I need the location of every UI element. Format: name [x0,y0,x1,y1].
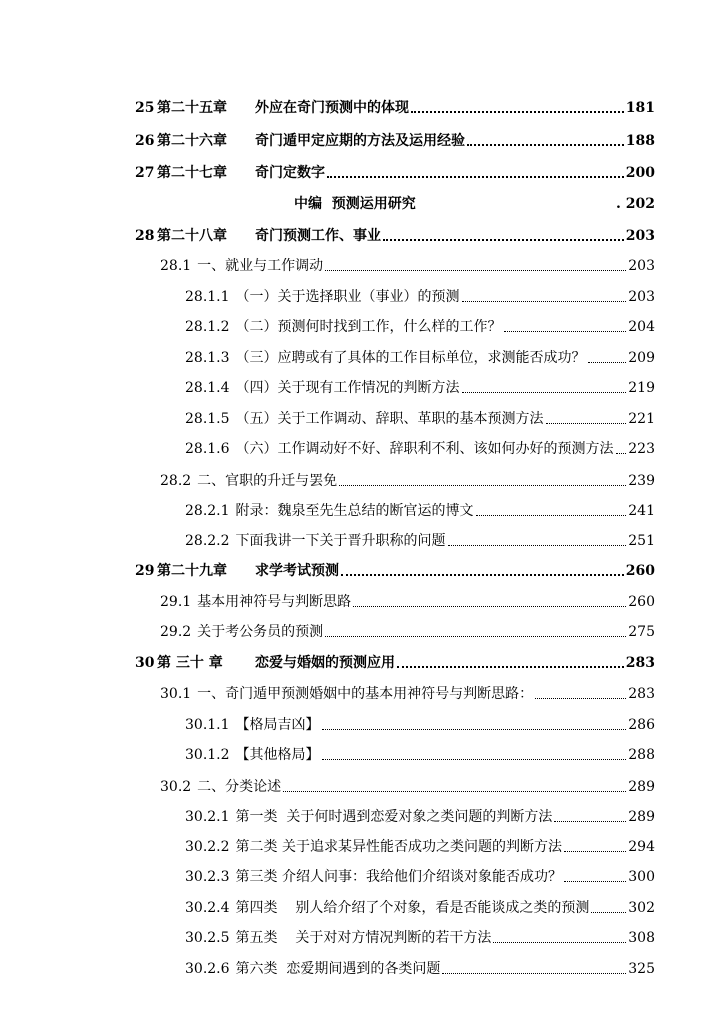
entry-number: 30.2.1 [185,809,230,825]
entry-number: 28.2.2 [185,533,230,549]
toc-subsection-entry[interactable] [185,316,655,338]
entry-title: 奇门预测工作、事业 [255,228,381,244]
page-number: 283 [628,686,655,702]
page-number: 260 [625,563,655,579]
toc-subsection-entry[interactable] [185,744,655,766]
dot-leader [383,239,624,241]
toc-subsection-entry[interactable] [185,530,655,552]
page-number: 223 [628,441,655,457]
entry-number: 28.1 [160,258,192,274]
dot-leader [591,912,626,913]
entry-title: （四）关于现有工作情况的判断方法 [235,380,460,396]
toc-chapter-entry[interactable] [135,162,655,184]
toc-subsection-entry[interactable] [185,286,655,308]
entry-number: 28.1.2 [185,319,230,335]
page-number: 286 [628,717,655,733]
page-number: 219 [628,380,655,396]
entry-number: 30.2.2 [185,839,230,855]
entry-number: 28.1.4 [185,380,230,396]
toc-subsection-entry[interactable] [185,836,655,858]
toc-section-entry[interactable] [160,621,655,643]
page-number: 209 [628,350,655,366]
entry-title: （二）预测何时找到工作，什么样的工作？ [235,319,502,335]
entry-number: 28.1.5 [185,411,230,427]
entry-number: 30.1 [160,686,192,702]
chapter-label: 第二十五章 [157,100,227,116]
page-number: 241 [628,503,655,519]
page-number: 188 [625,133,655,149]
entry-number: 30.1.1 [185,717,230,733]
dot-leader [462,392,627,393]
toc-section-entry[interactable] [160,683,655,705]
entry-number: 28.1.6 [185,441,230,457]
toc-subsection-entry[interactable] [185,500,655,522]
entry-title: 恋爱与婚姻的预测应用 [255,655,395,671]
dot-leader [448,545,627,546]
toc-subsection-entry[interactable] [185,377,655,399]
page-number: 181 [625,100,655,116]
toc-chapter-entry[interactable] [135,225,655,247]
dot-leader [535,698,626,699]
entry-title: 二、分类论述 [197,779,282,795]
page-number: 283 [625,655,655,671]
entry-number: 30 [135,655,155,671]
dot-leader [493,942,626,943]
entry-title: 下面我讲一下关于晋升职称的问题 [235,533,446,549]
entry-title: （六）工作调动好不好、辞职利不利、该如何办好的预测方法 [235,441,614,457]
toc-subsection-entry[interactable] [185,347,655,369]
entry-number: 26 [135,133,155,149]
toc-subsection-entry[interactable] [185,958,655,980]
page-number: 300 [628,869,655,885]
page-number: 325 [628,961,655,977]
dot-leader [442,973,626,974]
dot-leader [546,423,627,424]
toc-subsection-entry[interactable] [185,408,655,430]
toc-section-entry[interactable] [160,776,655,798]
dot-leader [564,851,626,852]
entry-title: 第六类 恋爱期间遇到的各类问题 [235,961,441,977]
entry-title: 【其他格局】 [235,747,320,763]
toc-subsection-entry[interactable] [185,927,655,949]
entry-title: 第四类 别人给介绍了个对象，看是否能谈成之类的预测 [235,900,590,916]
entry-number: 28.1.3 [185,350,230,366]
toc-chapter-entry[interactable] [135,652,655,674]
dot-leader [325,636,626,637]
toc-subsection-entry[interactable] [185,438,655,460]
page-number: 221 [628,411,655,427]
entry-title: 基本用神符号与判断思路 [197,594,352,610]
page-number: 288 [628,747,655,763]
entry-number: 25 [135,100,155,116]
toc-section-entry[interactable] [160,255,655,277]
page-number: 204 [628,319,655,335]
entry-number: 29.2 [160,624,192,640]
page-number: 294 [628,839,655,855]
page-number: 302 [628,900,655,916]
dot-leader [397,666,624,668]
part-heading [294,193,655,215]
entry-number: 27 [135,165,155,181]
entry-title: 第五类 关于对对方情况判断的若干方法 [235,930,492,946]
page-number: . 202 [616,196,655,212]
entry-title: 第一类 关于何时遇到恋爱对象之类问题的判断方法 [235,809,553,825]
page-number: 308 [628,930,655,946]
toc-subsection-entry[interactable] [185,806,655,828]
page-number: 200 [625,165,655,181]
entry-title: 二、官职的升迁与罢免 [197,473,338,489]
dot-leader [325,270,626,271]
dot-leader [411,111,624,113]
entry-number: 28 [135,228,155,244]
entry-title: （一）关于选择职业（事业）的预测 [235,289,460,305]
page-number: 289 [628,779,655,795]
entry-title: 【格局吉凶】 [235,717,320,733]
entry-title: 关于考公务员的预测 [197,624,324,640]
page-number: 203 [625,228,655,244]
dot-leader [339,485,626,486]
dot-leader [283,791,626,792]
page-number: 260 [628,594,655,610]
toc-section-entry[interactable] [160,591,655,613]
entry-number: 28.1.1 [185,289,230,305]
entry-title: 奇门遁甲定应期的方法及运用经验 [255,133,465,149]
dot-leader [462,301,627,302]
chapter-label: 第二十七章 [157,165,227,181]
entry-number: 30.2.5 [185,930,230,946]
entry-number: 29 [135,563,155,579]
entry-number: 28.2 [160,473,192,489]
dot-leader [353,606,626,607]
entry-number: 30.1.2 [185,747,230,763]
entry-title: 附录：魏泉至先生总结的断官运的博文 [235,503,474,519]
entry-number: 30.2.4 [185,900,230,916]
dot-leader [467,144,624,146]
dot-leader [564,881,626,882]
toc-subsection-entry[interactable] [185,866,655,888]
dot-leader [554,821,626,822]
dot-leader [322,759,627,760]
dot-leader [322,729,627,730]
entry-title: 奇门定数字 [255,165,325,181]
entry-title: 一、奇门遁甲预测婚姻中的基本用神符号与判断思路： [197,686,534,702]
entry-title: 外应在奇门预测中的体现 [255,100,409,116]
entry-title: （三）应聘或有了具体的工作目标单位，求测能否成功？ [235,350,586,366]
chapter-label: 第二十六章 [157,133,227,149]
entry-title: 求学考试预测 [255,563,339,579]
toc-subsection-entry[interactable] [185,714,655,736]
chapter-label: 第二十八章 [157,228,227,244]
chapter-label: 第 三十 章 [157,655,223,671]
page-number: 275 [628,624,655,640]
entry-title: （五）关于工作调动、辞职、革职的基本预测方法 [235,411,544,427]
page-number: 203 [628,258,655,274]
page-number: 289 [628,809,655,825]
entry-title: 一、就业与工作调动 [197,258,324,274]
page-number: 251 [628,533,655,549]
entry-number: 28.2.1 [185,503,230,519]
dot-leader [327,176,624,178]
dot-leader [504,331,627,332]
toc-section-entry[interactable] [160,470,655,492]
part-title: 中编 预测运用研究 [294,196,416,212]
toc-subsection-entry[interactable] [185,897,655,919]
entry-number: 30.2.3 [185,869,230,885]
dot-leader [341,574,624,576]
toc-chapter-entry[interactable] [135,97,655,119]
toc-chapter-entry[interactable] [135,130,655,152]
entry-title: 第三类 介绍人问事：我给他们介绍谈对象能否成功？ [235,869,562,885]
page-number: 239 [628,473,655,489]
dot-leader [476,515,627,516]
entry-number: 30.2 [160,779,192,795]
chapter-label: 第二十九章 [157,563,227,579]
entry-number: 29.1 [160,594,192,610]
dot-leader [616,453,627,454]
entry-number: 30.2.6 [185,961,230,977]
toc-chapter-entry[interactable] [135,560,655,582]
entry-title: 第二类 关于追求某异性能否成功之类问题的判断方法 [235,839,562,855]
dot-leader [588,362,627,363]
page-number: 203 [628,289,655,305]
